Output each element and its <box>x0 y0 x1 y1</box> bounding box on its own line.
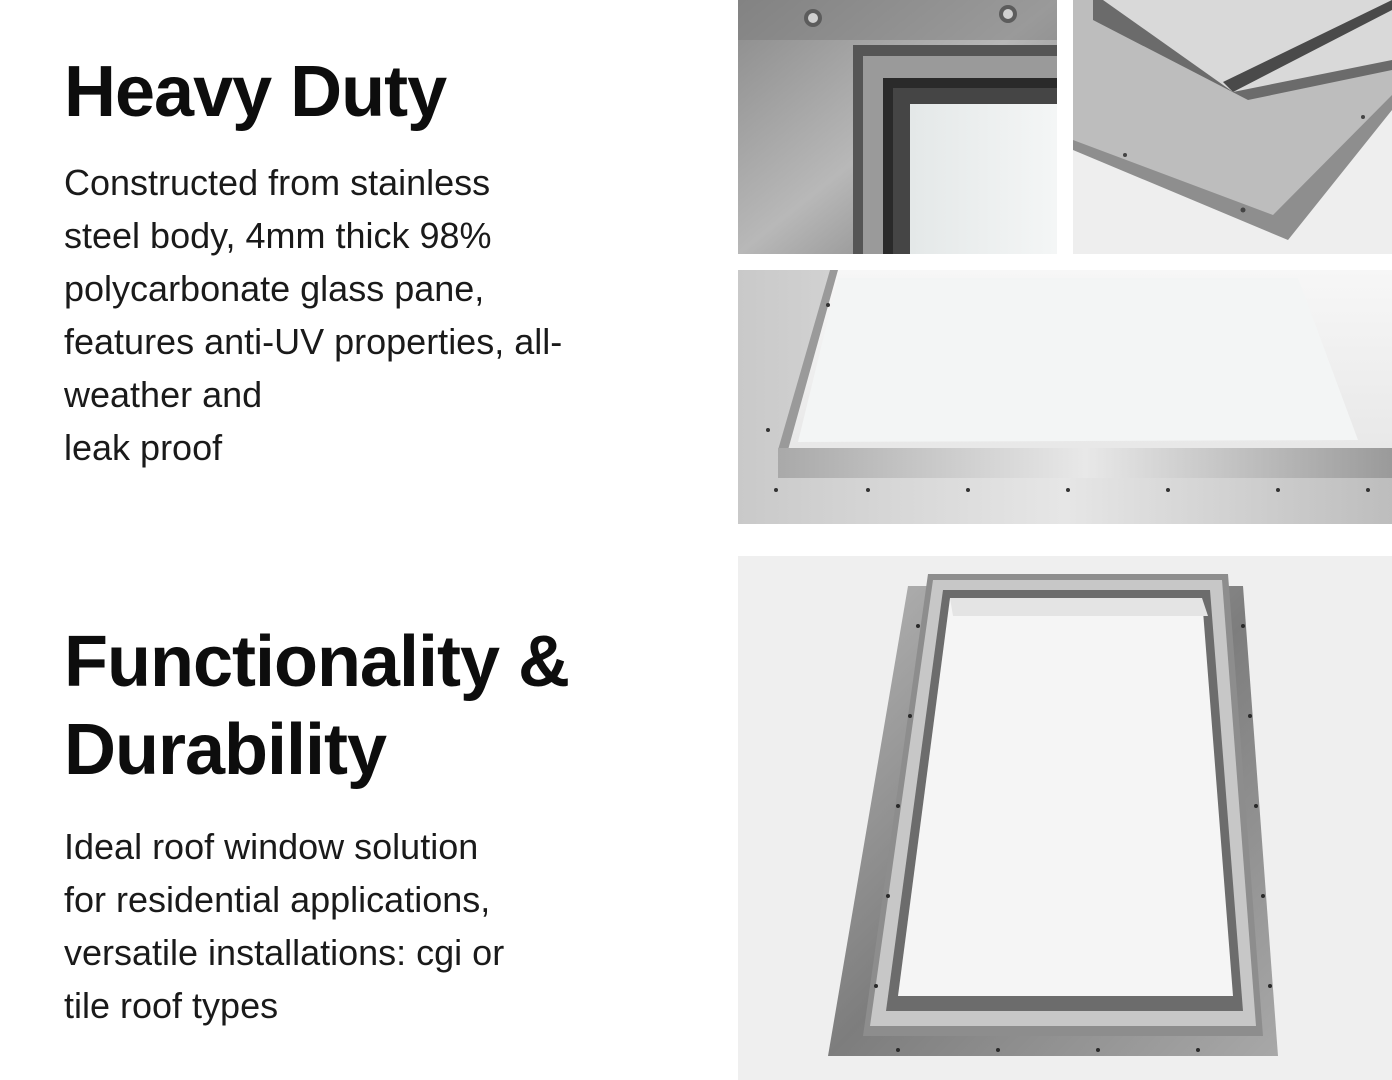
heavy-duty-section <box>64 48 684 474</box>
heavy-duty-heading: Heavy Duty <box>64 52 447 132</box>
functionality-section <box>64 618 684 1032</box>
skylight-side-photo <box>738 270 1392 524</box>
functionality-description: Ideal roof window solution for residential applications, versatile installations: cgi or tile roof types <box>64 826 505 1026</box>
heavy-duty-description: Constructed from stainless steel body, 4mm thick 98% polycarbonate glass pane, features anti-UV properties, all- weather and leak proof <box>64 162 563 468</box>
functionality-heading: Functionality & Durability <box>64 622 569 790</box>
frame-closeup-photo <box>738 0 1057 254</box>
frame-corner-photo <box>1073 0 1392 254</box>
skylight-full-photo <box>738 556 1392 1080</box>
